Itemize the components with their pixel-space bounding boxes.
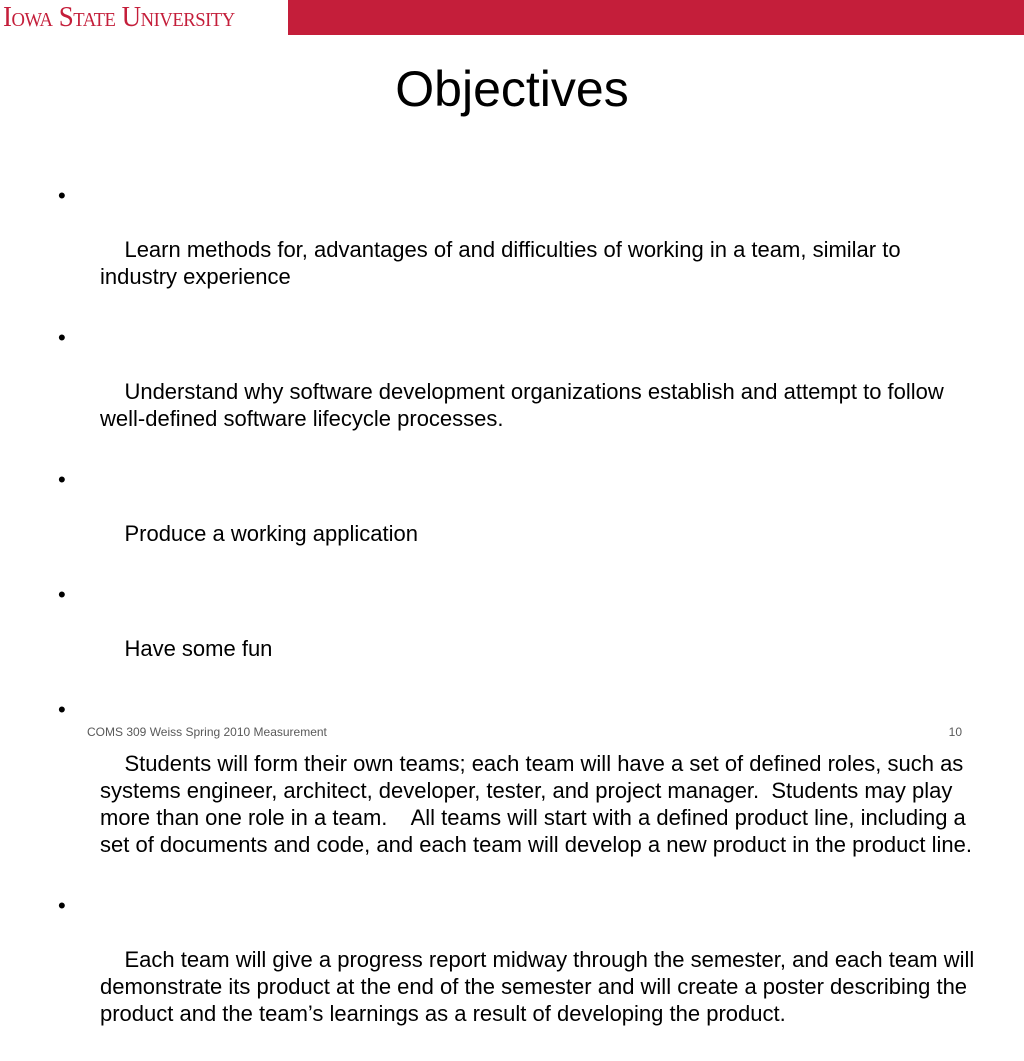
header-band bbox=[0, 0, 1024, 35]
university-logo bbox=[0, 0, 288, 35]
university-logo-text: Iowa State University bbox=[3, 1, 235, 33]
bullet-text: Students will form their own teams; each team will have a set of defined roles, such as systems engineer, architect, developer, tester, and project manager. Students may play more than one role in a team. All teams will start with a defined product line, including a set of documents and code, and each team will develop a new product in the product line. bbox=[100, 751, 972, 857]
bullet-item bbox=[58, 466, 978, 574]
bullet-icon: • bbox=[58, 582, 66, 607]
footer-course-text: COMS 309 Weiss Spring 2010 Measurement bbox=[87, 725, 327, 739]
bullet-item bbox=[58, 581, 978, 689]
bullet-text: Understand why software development organizations establish and attempt to follow well-defined software lifecycle processes. bbox=[100, 379, 950, 431]
bullet-list bbox=[58, 182, 981, 1061]
bullet-icon: • bbox=[58, 893, 66, 918]
bullet-item bbox=[58, 324, 978, 459]
bullet-text: Produce a working application bbox=[124, 521, 418, 546]
bullet-icon: • bbox=[58, 325, 66, 350]
bullet-item bbox=[58, 182, 978, 317]
bullet-text: Have some fun bbox=[124, 636, 273, 661]
bullet-text: Learn methods for, advantages of and difficulties of working in a team, similar to industry experience bbox=[100, 237, 907, 289]
bullet-icon: • bbox=[58, 183, 66, 208]
bullet-item bbox=[58, 892, 981, 1054]
bullet-text: Each team will give a progress report midway through the semester, and each team will demonstrate its product at the end of the semester and will create a poster describing the product and the team’s learnings as a result of developing the product. bbox=[100, 947, 981, 1026]
footer-page-number: 10 bbox=[948, 725, 962, 739]
slide-title: Objectives bbox=[395, 61, 629, 117]
bullet-icon: • bbox=[58, 697, 66, 722]
bullet-icon: • bbox=[58, 467, 66, 492]
